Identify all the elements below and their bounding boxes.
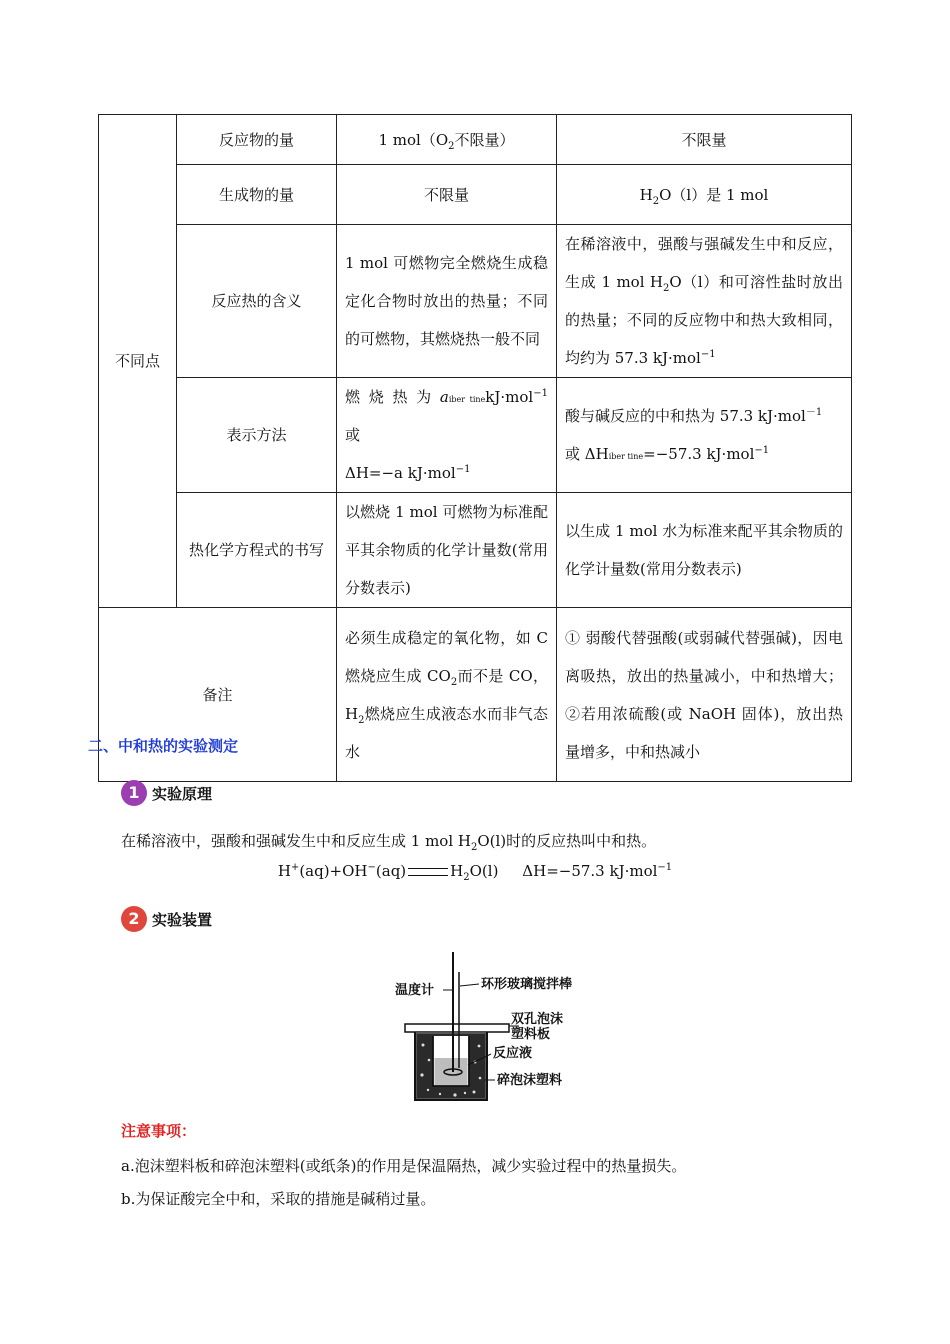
principle-badge xyxy=(121,780,271,808)
combustion-cell: 1 mol 可燃物完全燃烧生成稳定化合物时放出的热量；不同的可燃物，其燃烧热一般不同 xyxy=(337,225,557,378)
label-lid-2: 塑料板 xyxy=(511,1027,551,1042)
label-stirrer: 环形玻璃搅拌棒 xyxy=(481,977,573,992)
apparatus-figure xyxy=(395,950,595,1110)
equals-sign xyxy=(408,868,448,876)
remark-label: 备注 xyxy=(99,608,337,782)
section-title: 二、中和热的实验测定 xyxy=(88,737,239,755)
combustion-cell: 不限量 xyxy=(337,165,557,225)
comparison-table xyxy=(98,114,852,782)
note-a: a.泡沫塑料板和碎泡沫塑料(或纸条)的作用是保温隔热，减少实验过程中的热量损失。 xyxy=(121,1157,687,1175)
neutralization-remark: ① 弱酸代替强酸(或弱碱代替强碱)，因电离吸热，放出的热量减小，中和热增大；②若用浓硫酸(或 NaOH 固体)，放出热量增多，中和热减小 xyxy=(557,608,852,782)
neutralization-cell: 不限量 xyxy=(557,115,852,165)
combustion-cell: 1 $mol(O_2$不限量） xyxy=(337,115,557,165)
principle-text: 在稀溶液中，强酸和强碱发生中和反应生成 1 mol $H_2O(l)$时的反应热叫中和热。 xyxy=(121,832,657,853)
row-label: 生成物的量 xyxy=(177,165,337,225)
principle-heading: 实验原理 xyxy=(152,785,213,803)
apparatus-badge xyxy=(121,906,271,934)
apparatus-heading: 实验装置 xyxy=(152,911,213,929)
combustion-remark: 必须生成稳定的氧化物，如 C 燃烧应生成 $CO_2$而不是 CO，$H_2$燃烧应生成液态水而非气态水 xyxy=(337,608,557,782)
number-two-icon: 2 xyxy=(121,906,147,932)
neutralization-cell: 酸与碱反应的中和热为 57.3 kJ·mol$^{-1}$ 或 ΔHiber tine=−57.3 kJ·mol$^{-1}$ xyxy=(557,378,852,493)
combustion-cell: 以燃烧 1 mol 可燃物为标准配平其余物质的化学计量数(常用分数表示) xyxy=(337,493,557,608)
combustion-cell: 燃 烧 热 为 aiber tinekJ·mol$^{-1}$ 或 ΔH=−a kJ·mol$^{-1}$ xyxy=(337,378,557,493)
diff-header-cell: 不同点 xyxy=(99,115,177,608)
label-thermometer: 温度计 xyxy=(395,983,435,998)
row-label: 反应热的含义 xyxy=(177,225,337,378)
note-b: b.为保证酸完全中和，采取的措施是碱稍过量。 xyxy=(121,1190,436,1208)
notes-title: 注意事项： xyxy=(121,1122,197,1140)
row-label: 热化学方程式的书写 xyxy=(177,493,337,608)
neutralization-equation: H+(aq)+OH−(aq) $H_2O(l)$ ΔH=−57.3 kJ·mol$^{-1}$ xyxy=(277,862,673,883)
label-lid-1: 双孔泡沫 xyxy=(511,1012,564,1027)
number-one-icon: 1 xyxy=(121,780,147,806)
row-label: 表示方法 xyxy=(177,378,337,493)
foam-lid xyxy=(405,1024,509,1032)
label-liquid: 反应液 xyxy=(493,1046,533,1061)
neutralization-cell: 以生成 1 mol 水为标准来配平其余物质的化学计量数(常用分数表示) xyxy=(557,493,852,608)
row-label: 反应物的量 xyxy=(177,115,337,165)
label-foam: 碎泡沫塑料 xyxy=(497,1073,563,1088)
neutralization-cell: $H_2O(l)$是 1 mol xyxy=(557,165,852,225)
neutralization-cell: 在稀溶液中，强酸与强碱发生中和反应，生成 1 mol $H_2O(l)$和可溶性盐时放出的热量；不同的反应物中和热大致相同，均约为 57.3 kJ·mol$^{-1}$ xyxy=(557,225,852,378)
